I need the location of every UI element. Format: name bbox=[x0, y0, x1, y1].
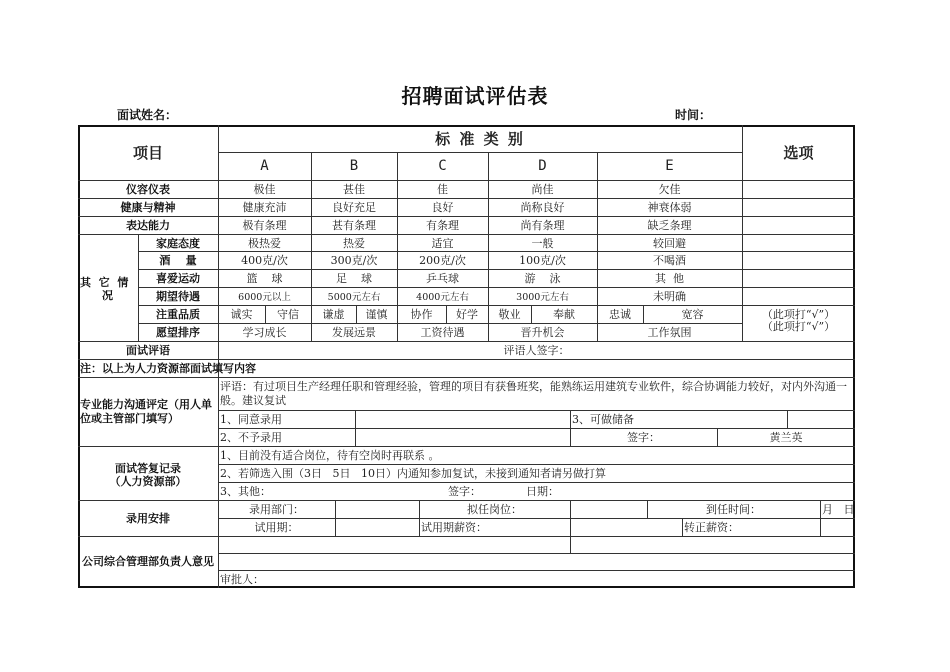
salary-label: 期望待遇 bbox=[156, 290, 200, 303]
alcohol-a: 400克/次 bbox=[241, 254, 288, 267]
priority-label: 愿望排序 bbox=[156, 326, 200, 339]
salary-c: 4000元左右 bbox=[416, 292, 469, 303]
manager-opinion-field-2[interactable] bbox=[571, 537, 854, 552]
option-header: 选项 bbox=[783, 144, 814, 162]
item-header: 项目 bbox=[132, 144, 163, 162]
salary-d: 3000元左右 bbox=[516, 292, 569, 303]
position-field[interactable] bbox=[571, 501, 646, 517]
professional-label: 专业能力沟通评定（用人单位或主管部门填写） bbox=[80, 397, 212, 425]
sports-label: 喜爱运动 bbox=[156, 272, 200, 285]
quality-8: 奉献 bbox=[553, 308, 575, 321]
family-a: 极热爱 bbox=[248, 236, 281, 250]
probation-field[interactable] bbox=[336, 519, 418, 535]
alcohol-e: 不喝酒 bbox=[653, 254, 686, 267]
quality-5: 协作 bbox=[410, 308, 433, 321]
alcohol-label: 酒 量 bbox=[159, 254, 197, 267]
sports-c: 乒乓球 bbox=[426, 272, 459, 285]
family-b: 热爱 bbox=[343, 236, 365, 250]
option-agree-hire[interactable]: 1、同意录用 bbox=[220, 413, 282, 426]
priority-b: 发展远景 bbox=[332, 326, 376, 339]
interviewee-name-label: 面试姓名： bbox=[117, 108, 178, 122]
probation-salary-label: 试用期薪资： bbox=[421, 521, 487, 534]
standard-header: 标 准 类 别 bbox=[435, 130, 525, 148]
grade-b: B bbox=[349, 158, 359, 174]
salary-e: 未明确 bbox=[653, 290, 686, 303]
reply-line-3-other[interactable]: 3、其他： bbox=[220, 485, 271, 498]
expression-d: 尚有条理 bbox=[520, 219, 565, 232]
professional-comment[interactable]: 评语：有过项目生产经理任职和管理经验，管理的项目有获鲁班奖，能熟练运用建筑专业软件，综合协调能力较好，对内外沟通一般。建议复试 bbox=[220, 379, 847, 407]
arrival-month-day[interactable]: 月 日 bbox=[822, 503, 855, 516]
professional-signer: 黄兰英 bbox=[769, 431, 803, 444]
manager-opinion-field-1[interactable] bbox=[219, 537, 569, 552]
quality-1: 诚实 bbox=[230, 308, 253, 321]
appearance-b: 甚佳 bbox=[343, 183, 365, 196]
family-e: 较回避 bbox=[653, 236, 686, 250]
manager-opinion-field-3[interactable] bbox=[219, 554, 854, 569]
quality-2: 守信 bbox=[277, 308, 299, 321]
health-d: 尚称良好 bbox=[520, 201, 565, 214]
reply-line-2[interactable]: 2、若筛选入围（3日 5日 10日）内通知参加复试，未接到通知者请另做打算 bbox=[220, 467, 606, 480]
option-reject[interactable]: 2、不予录用 bbox=[220, 431, 282, 444]
arrangement-label: 录用安排 bbox=[126, 512, 170, 525]
time-label: 时间： bbox=[675, 108, 712, 122]
expression-label: 表达能力 bbox=[126, 219, 170, 232]
regular-salary-field[interactable] bbox=[821, 519, 854, 535]
reply-sign-label: 签字： bbox=[448, 485, 481, 498]
position-label: 拟任岗位： bbox=[467, 503, 522, 516]
approver-label[interactable]: 审批人： bbox=[220, 572, 264, 586]
professional-sign-label: 签字： bbox=[627, 431, 660, 444]
health-b: 良好充足 bbox=[332, 201, 376, 214]
sports-d: 游 泳 bbox=[524, 272, 561, 285]
regular-salary-label: 转正薪资： bbox=[684, 521, 739, 534]
reply-line-1[interactable]: 1、目前没有适合岗位，待有空岗时再联系 。 bbox=[220, 449, 440, 462]
quality-4: 谨慎 bbox=[365, 308, 388, 321]
alcohol-b: 300克/次 bbox=[330, 254, 378, 267]
quality-3: 谦虚 bbox=[322, 308, 345, 321]
alcohol-c: 200克/次 bbox=[419, 254, 466, 267]
appearance-d: 尚佳 bbox=[531, 183, 554, 196]
health-a: 健康充沛 bbox=[242, 201, 287, 214]
appearance-e: 欠佳 bbox=[658, 183, 681, 196]
page-title: 招聘面试评估表 bbox=[401, 84, 549, 108]
family-d: 一般 bbox=[531, 236, 554, 250]
appearance-a: 极佳 bbox=[253, 183, 276, 196]
priority-check-note: （此项打“√”） bbox=[761, 320, 836, 333]
family-c: 适宜 bbox=[431, 236, 454, 250]
option-reserve[interactable]: 3、可做储备 bbox=[572, 413, 634, 426]
reply-label: 面试答复记录 bbox=[115, 462, 181, 475]
salary-a: 6000元以上 bbox=[238, 292, 291, 303]
family-label: 家庭态度 bbox=[156, 236, 200, 250]
quality-6: 好学 bbox=[456, 308, 478, 321]
grade-c: C bbox=[438, 158, 447, 174]
quality-7: 敬业 bbox=[498, 308, 521, 321]
manager-opinion-label: 公司综合管理部负责人意见 bbox=[82, 555, 214, 568]
grade-a: A bbox=[260, 158, 269, 174]
interview-comment-label: 面试评语 bbox=[126, 344, 170, 357]
priority-c: 工资待遇 bbox=[420, 326, 465, 339]
hire-dept-field[interactable] bbox=[336, 501, 418, 517]
appearance-label: 仪容仪表 bbox=[126, 183, 170, 196]
probation-label: 试用期： bbox=[254, 521, 299, 534]
quality-9: 忠诚 bbox=[609, 308, 631, 321]
sports-e: 其 他 bbox=[655, 272, 684, 285]
sports-b: 足 球 bbox=[336, 272, 372, 285]
quality-check-note: （此项打“√”） bbox=[761, 308, 836, 321]
priority-e: 工作氛围 bbox=[647, 326, 692, 339]
reply-label-dept: （人力资源部） bbox=[109, 475, 187, 488]
quality-10: 宽容 bbox=[681, 308, 704, 321]
grade-d: D bbox=[538, 158, 547, 174]
priority-d: 晋升机会 bbox=[520, 326, 565, 339]
arrival-label: 到任时间： bbox=[706, 503, 761, 516]
alcohol-d: 100克/次 bbox=[519, 254, 566, 267]
other-group-label-line2: 况 bbox=[102, 289, 113, 302]
priority-a: 学习成长 bbox=[242, 326, 287, 339]
grade-e: E bbox=[665, 158, 674, 174]
health-label: 健康与精神 bbox=[120, 201, 176, 214]
hr-note: 注：以上为人力资源部面试填写内容 bbox=[80, 362, 256, 375]
probation-salary-field[interactable] bbox=[571, 519, 681, 535]
expression-b: 甚有条理 bbox=[332, 219, 376, 232]
expression-a: 极有条理 bbox=[242, 219, 287, 232]
hire-dept-label: 录用部门： bbox=[249, 503, 304, 516]
reply-date-label: 日期： bbox=[526, 485, 559, 498]
expression-e: 缺乏条理 bbox=[647, 219, 692, 232]
health-c: 良好 bbox=[431, 201, 454, 214]
comment-signer-label[interactable]: 评语人签字： bbox=[503, 344, 570, 357]
expression-c: 有条理 bbox=[426, 219, 459, 232]
sports-a: 篮 球 bbox=[246, 272, 283, 285]
health-e: 神衰体弱 bbox=[647, 201, 692, 214]
other-group-label-line1: 其 它 情 bbox=[80, 276, 129, 289]
salary-b: 5000元左右 bbox=[327, 292, 381, 303]
quality-label: 注重品质 bbox=[156, 308, 200, 321]
appearance-c: 佳 bbox=[437, 183, 448, 196]
